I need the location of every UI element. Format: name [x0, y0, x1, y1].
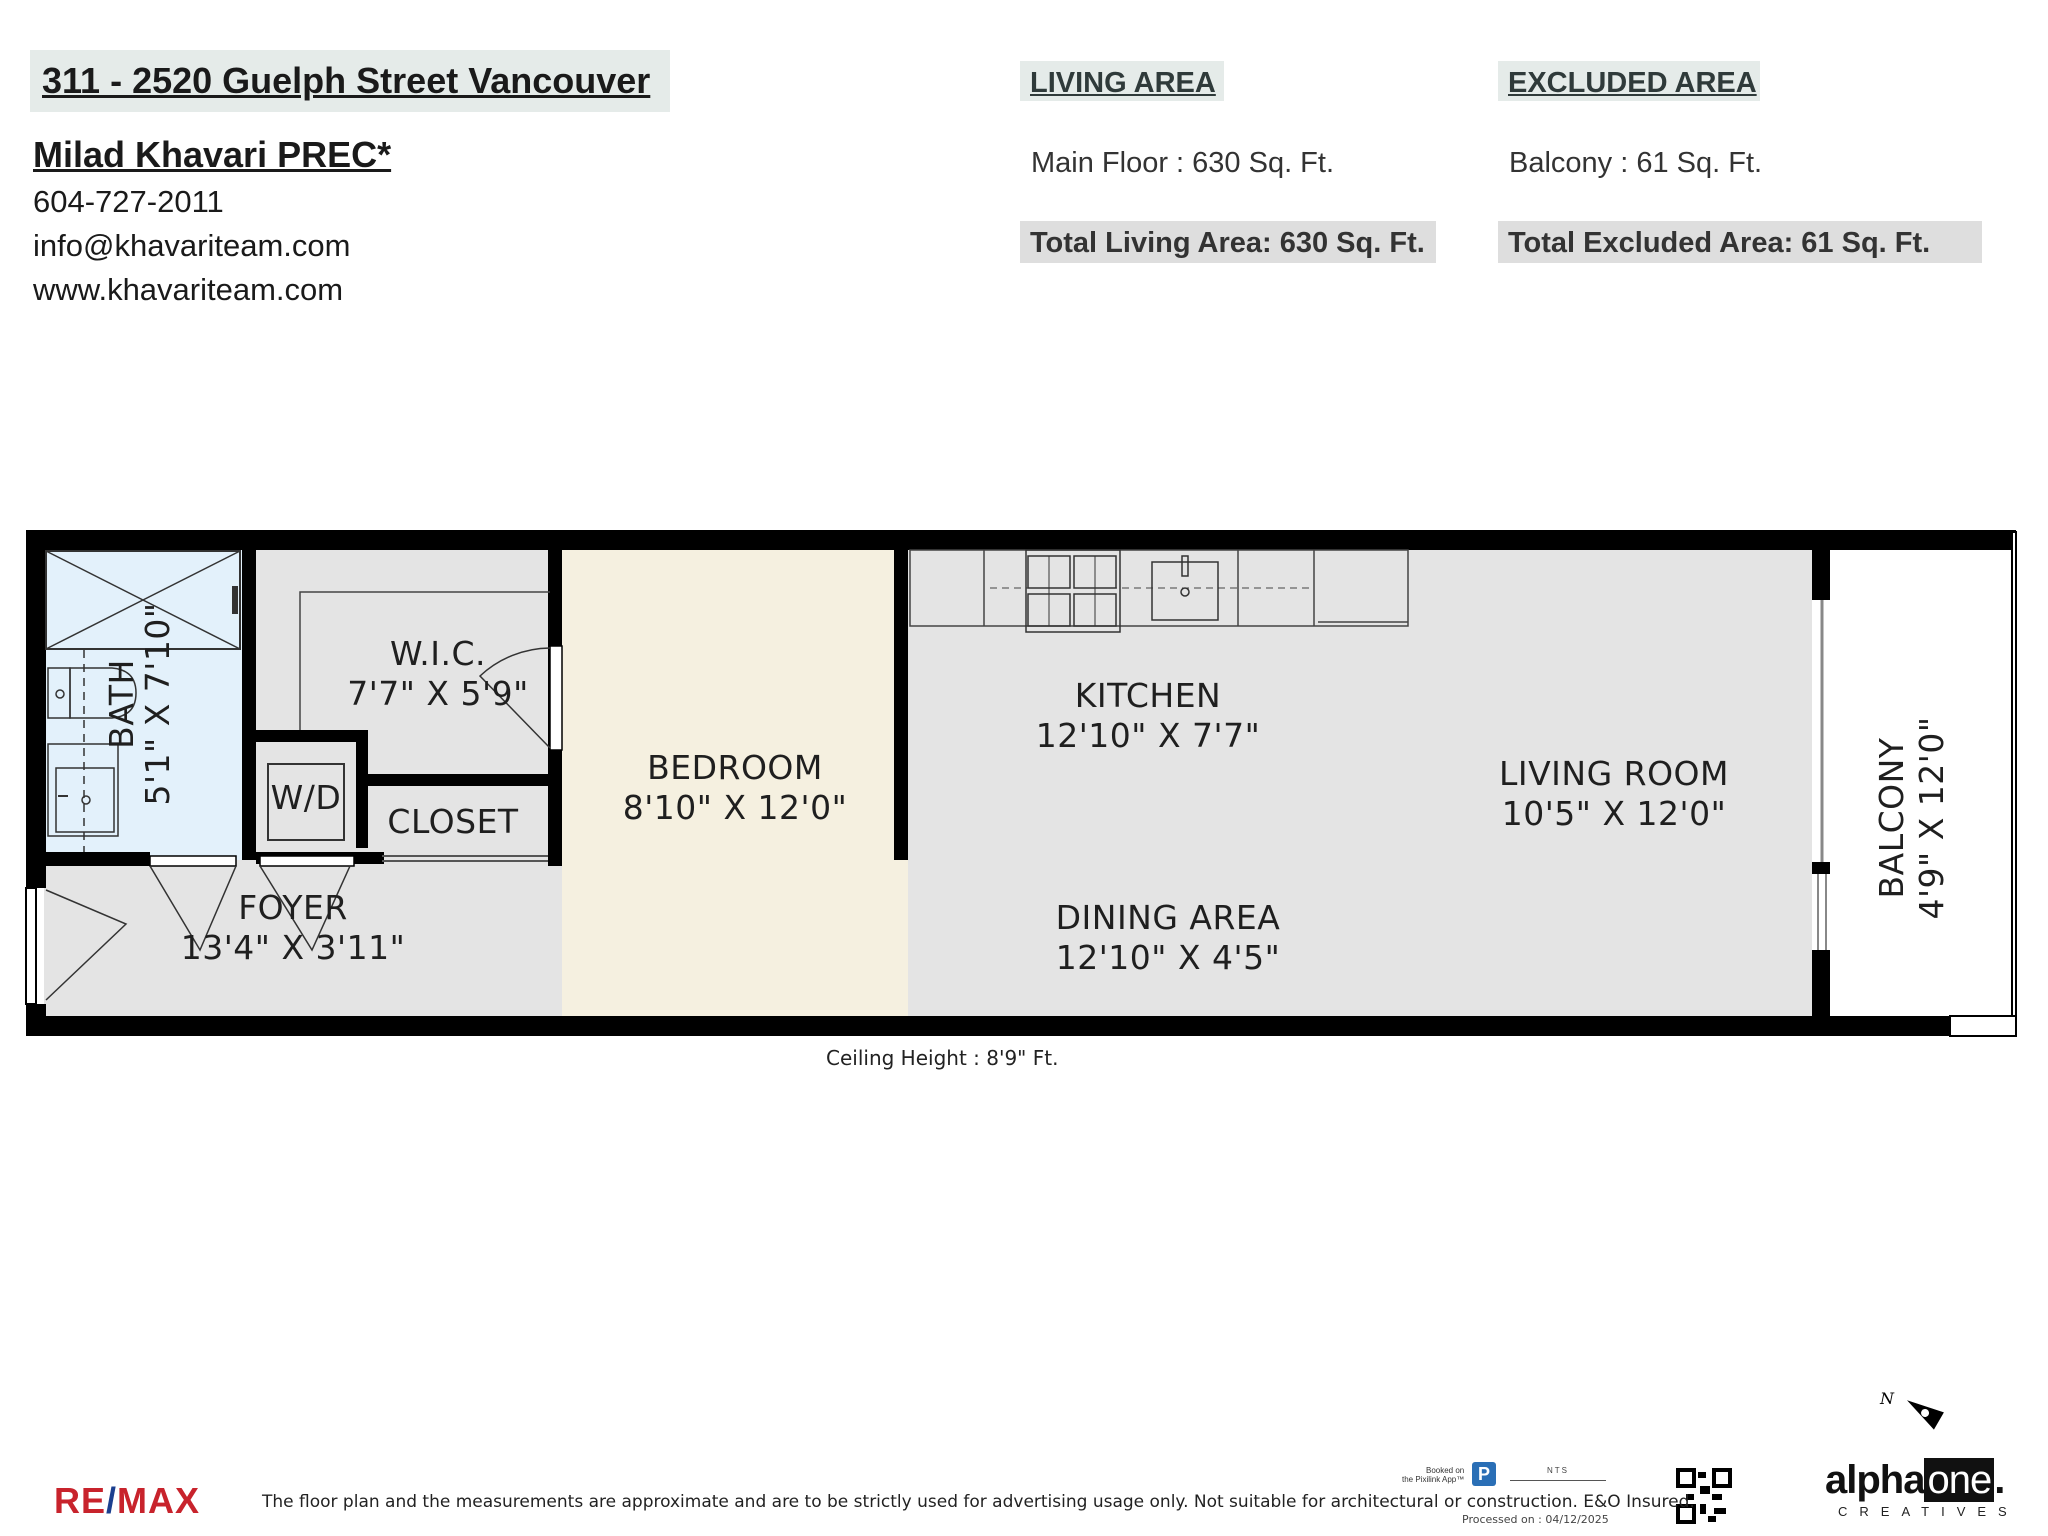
- room-wd-name: W/D: [270, 778, 342, 817]
- wall-balcony-mid: [1812, 862, 1830, 874]
- room-bedroom-size: 8'10" X 12'0": [622, 788, 848, 827]
- room-closet: [378, 802, 528, 842]
- room-wic-size: 7'7" X 5'9": [347, 674, 529, 713]
- room-closet-name: CLOSET: [387, 802, 519, 841]
- room-dining-size: 12'10" X 4'5": [1055, 938, 1281, 977]
- room-kitchen-size: 12'10" X 7'7": [1035, 716, 1261, 755]
- compass-north-label: N: [1880, 1389, 1894, 1408]
- room-foyer-name: FOYER: [238, 888, 348, 927]
- room-bath-name: BATH: [102, 659, 141, 749]
- property-address: 311 - 2520 Guelph Street Vancouver: [42, 60, 651, 101]
- room-balcony-name: BALCONY: [1872, 737, 1911, 899]
- balcony-area: Balcony : 61 Sq. Ft.: [1509, 147, 1763, 179]
- room-wic: [338, 634, 538, 714]
- wall-bath-right: [242, 548, 256, 860]
- room-foyer: [168, 888, 418, 968]
- remax-logo: RE/MAX: [54, 1480, 201, 1521]
- scale-bar-icon: NTS: [1510, 1466, 1606, 1481]
- room-balcony: [1872, 716, 1952, 919]
- total-excluded-area: Total Excluded Area: 61 Sq. Ft.: [1508, 227, 1931, 259]
- wall-bottom: [26, 1016, 2016, 1036]
- bath-door-frame: [150, 856, 236, 866]
- wic-door-frame: [550, 646, 562, 750]
- processed-date: Processed on : 04/12/2025: [1462, 1513, 1609, 1526]
- wall-closet-top: [368, 774, 556, 786]
- pixilink-credit: Booked on the Pixilink App™: [1402, 1466, 1465, 1484]
- wall-wd-top: [256, 730, 368, 742]
- wall-wd-right: [356, 730, 368, 848]
- room-bedroom-name: BEDROOM: [647, 748, 823, 787]
- wall-balcony-top: [1812, 548, 1830, 600]
- alphaone-creatives: CREATIVES: [1838, 1504, 2019, 1519]
- wall-top: [26, 530, 2016, 550]
- room-bath: [104, 602, 176, 805]
- excluded-area-heading-text: EXCLUDED AREA: [1508, 67, 1757, 99]
- alphaone-logo: alphaone.: [1825, 1458, 2005, 1502]
- room-living: [1464, 754, 1764, 834]
- room-wd: [268, 778, 344, 818]
- room-kitchen: [1008, 676, 1288, 756]
- room-bedroom: [600, 748, 870, 828]
- wall-balcony-bottom: [1812, 950, 1830, 1016]
- living-area-heading-text: LIVING AREA: [1030, 67, 1216, 99]
- agent-name: Milad Khavari PREC*: [33, 134, 392, 175]
- entry-door-frame: [26, 888, 36, 1004]
- compass-north-icon: [1901, 1393, 1944, 1429]
- total-living-area: Total Living Area: 630 Sq. Ft.: [1030, 227, 1425, 259]
- agent-website: www.khavariteam.com: [33, 272, 344, 307]
- room-living-size: 10'5" X 12'0": [1501, 794, 1727, 833]
- agent-phone: 604-727-2011: [33, 184, 224, 219]
- parking-badge-icon: P: [1472, 1462, 1496, 1486]
- agent-email: info@khavariteam.com: [33, 228, 351, 263]
- room-living-name: LIVING ROOM: [1498, 754, 1730, 793]
- room-wic-name: W.I.C.: [389, 634, 487, 673]
- main-floor-area: Main Floor : 630 Sq. Ft.: [1031, 147, 1335, 179]
- wd-door-frame: [260, 856, 354, 866]
- room-balcony-size: 4'9" X 12'0": [1912, 716, 1951, 920]
- room-bath-size: 5'1" X 7'10": [138, 602, 177, 806]
- wall-bedroom-right: [894, 548, 908, 860]
- wall-left-lower: [26, 1004, 46, 1036]
- room-kitchen-name: KITCHEN: [1074, 676, 1222, 715]
- room-dining: [1028, 898, 1308, 978]
- wall-bath-bottom: [44, 852, 150, 866]
- disclaimer: The floor plan and the measurements are approximate and are to be strictly used for advertising usage only. Not suitable for architectural or construction. E&O Insured.: [262, 1492, 1695, 1512]
- wall-left-upper: [26, 530, 46, 888]
- balcony-railing: [2012, 532, 2016, 1036]
- room-dining-name: DINING AREA: [1055, 898, 1281, 937]
- room-foyer-size: 13'4" X 3'11": [180, 928, 406, 967]
- ceiling-height: Ceiling Height : 8'9" Ft.: [826, 1046, 1059, 1070]
